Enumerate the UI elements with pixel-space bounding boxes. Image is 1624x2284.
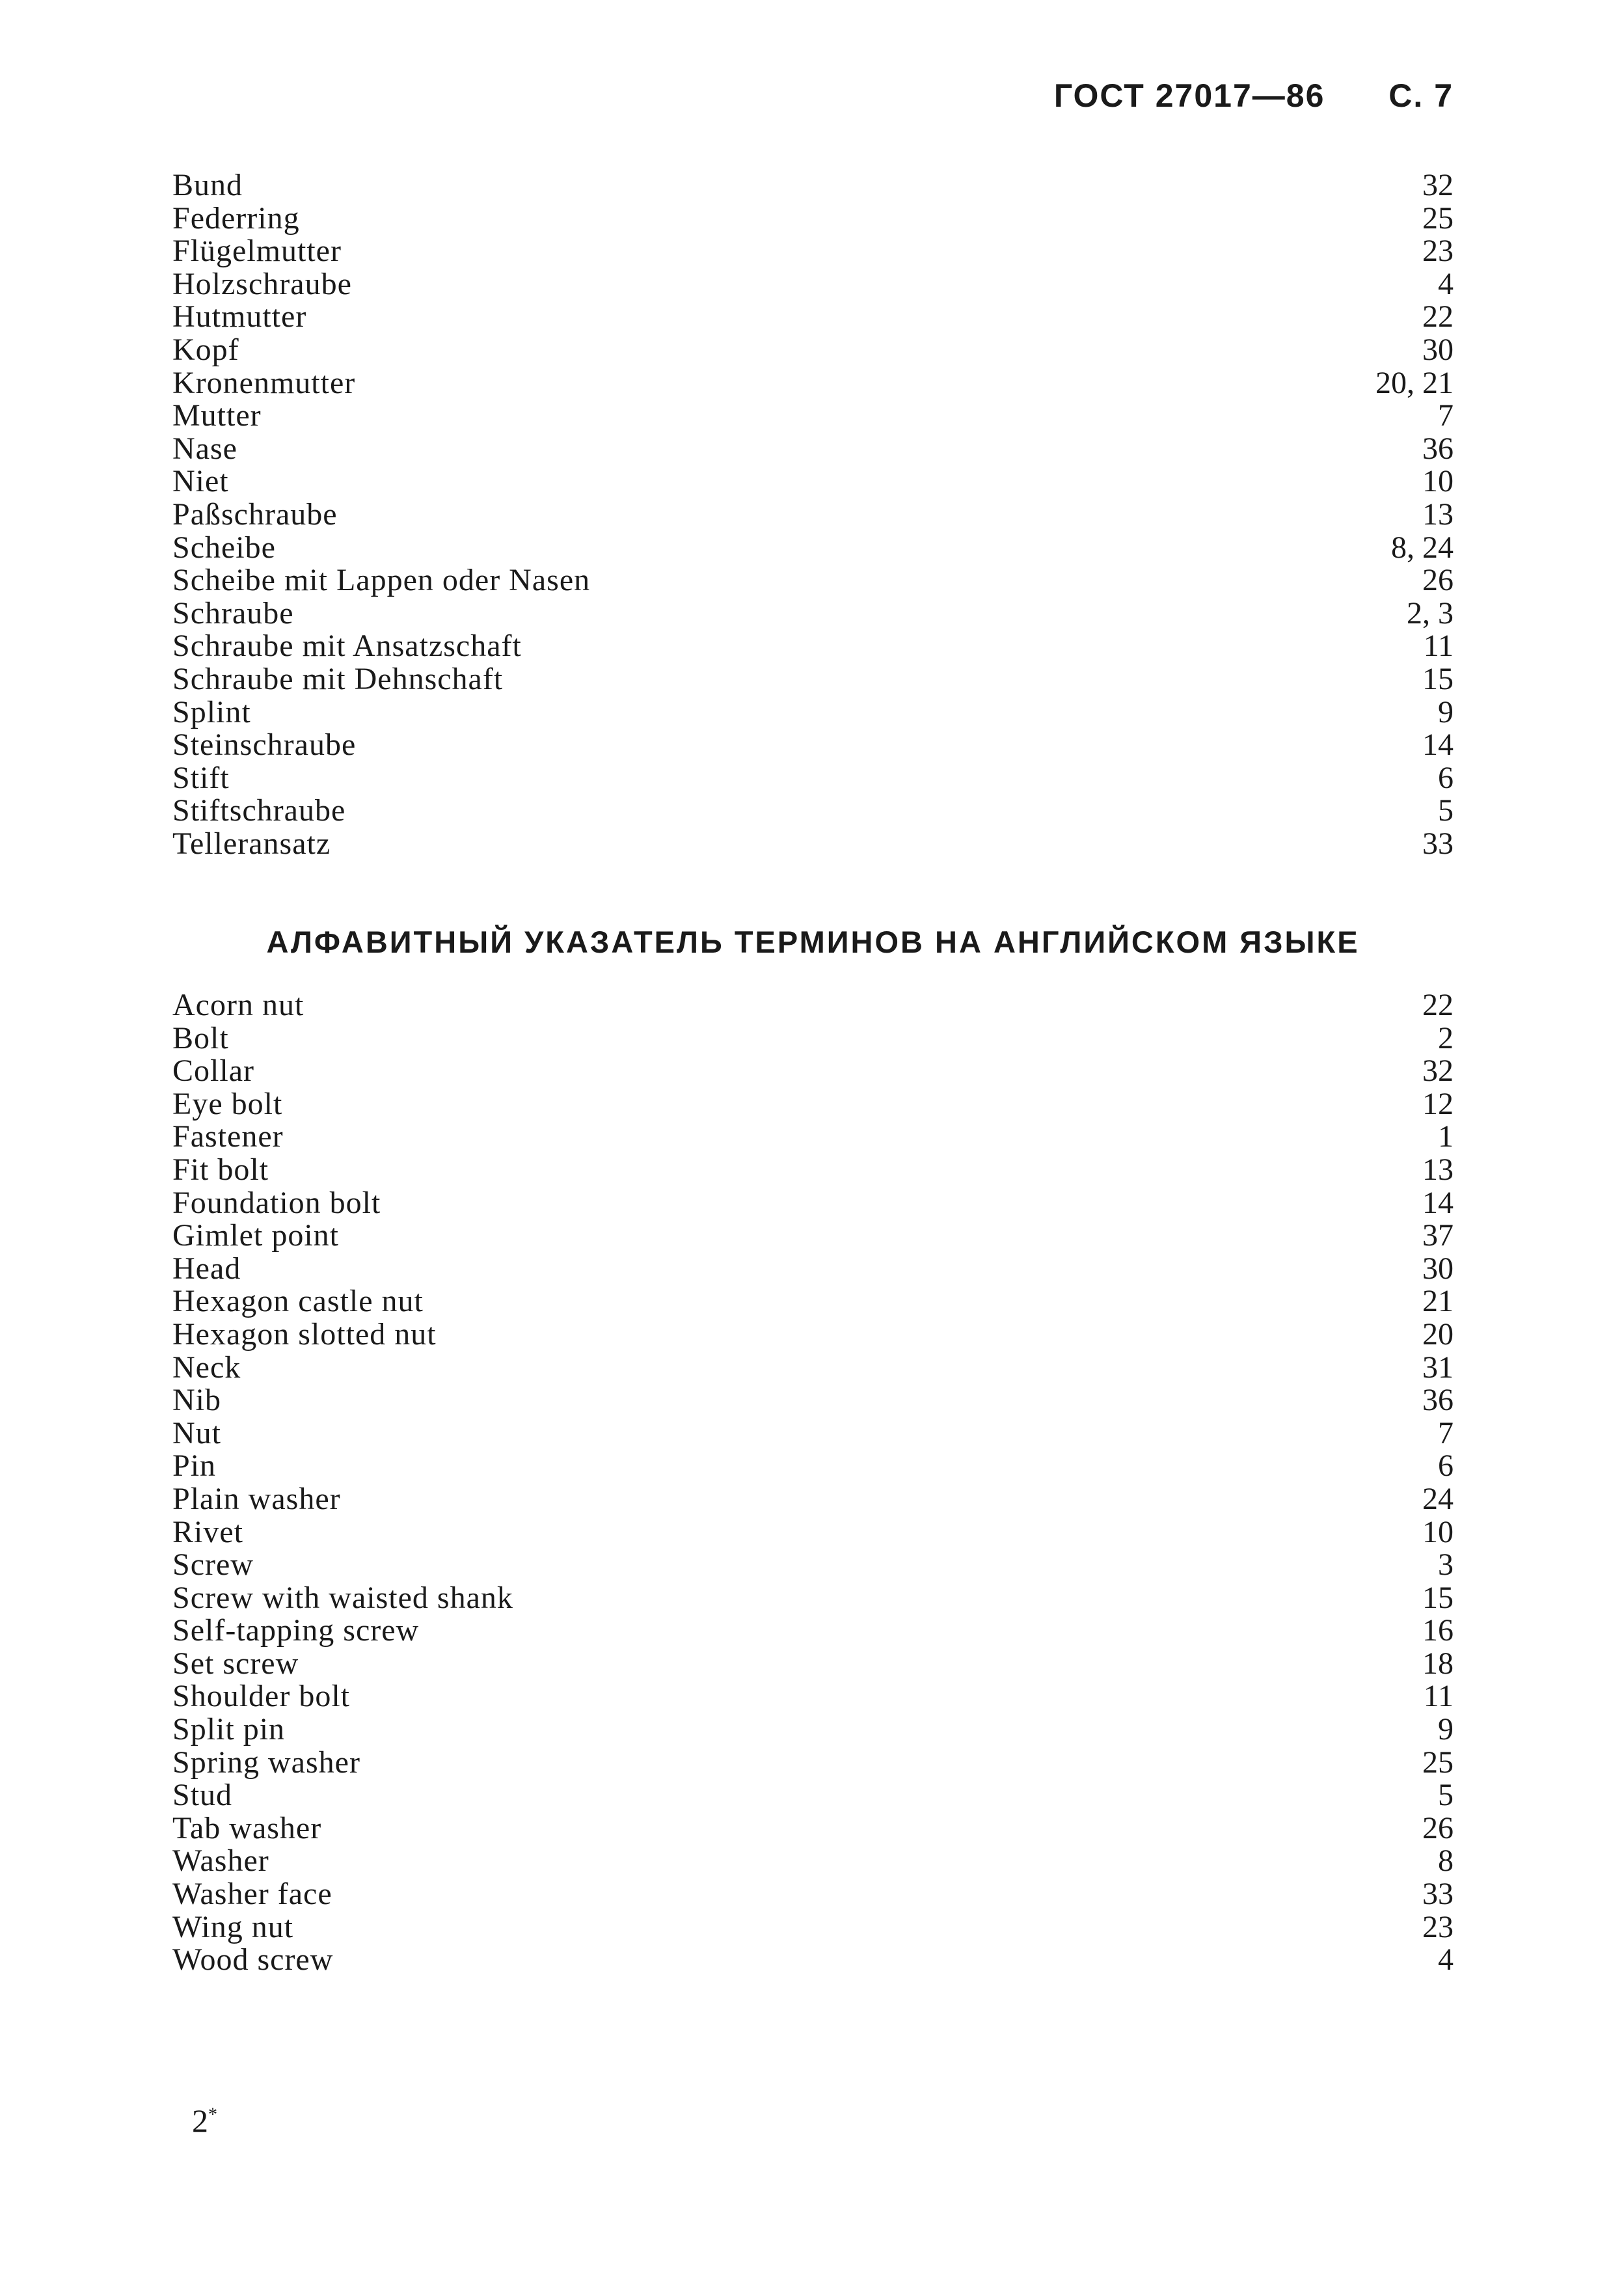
index-term: Split pin [172,1712,286,1747]
index-reference-number: 25 [1422,200,1454,236]
index-term: Niet [172,464,229,499]
index-entry [172,1582,1454,1615]
index-reference-number: 32 [1422,1054,1454,1089]
index-entry [172,235,1454,268]
page-folio [192,2102,217,2140]
index-entry [172,1713,1454,1747]
index-entry [172,1318,1454,1352]
index-reference-number: 22 [1422,988,1454,1022]
index-reference-number: 30 [1422,1251,1454,1286]
index-reference-number: 6 [1438,1448,1454,1484]
index-reference-number: 2, 3 [1407,595,1454,631]
index-entry [172,1352,1454,1385]
index-reference-number: 7 [1438,398,1454,433]
index-term: Tab washer [172,1810,322,1845]
index-entry [172,1219,1454,1253]
index-entry [172,1747,1454,1780]
index-term: Fit bolt [172,1152,269,1187]
index-term: Collar [172,1054,254,1089]
index-term: Hexagon slotted nut [172,1316,437,1352]
index-entry [172,1680,1454,1713]
index-reference-number: 16 [1422,1613,1454,1648]
index-entry [172,1088,1454,1121]
index-term: Set screw [172,1646,299,1681]
index-entry [172,1845,1454,1878]
index-reference-number: 10 [1422,1514,1454,1549]
index-entry [172,1253,1454,1286]
index-entry [172,1944,1454,1977]
index-entry [172,400,1454,433]
index-reference-number: 13 [1422,1152,1454,1187]
index-reference-number: 9 [1438,694,1454,729]
index-entry [172,1121,1454,1154]
index-term: Washer face [172,1877,332,1912]
index-reference-number: 6 [1438,760,1454,795]
index-reference-number: 22 [1422,299,1454,334]
index-entry [172,1450,1454,1483]
index-entry [172,301,1454,334]
index-term: Steinschraube [172,727,357,763]
index-term: Holzschraube [172,266,352,301]
index-term: Kopf [172,332,239,367]
index-term: Hexagon castle nut [172,1284,424,1319]
english-index-heading: АЛФАВИТНЫЙ УКАЗАТЕЛЬ ТЕРМИНОВ НА АНГЛИЙСКОМ ЯЗЫКЕ [266,925,1360,959]
index-entry [172,1022,1454,1055]
index-term: Scheibe [172,530,276,565]
index-term: Shoulder bolt [172,1679,350,1714]
index-term: Neck [172,1350,241,1385]
index-reference-number: 13 [1422,496,1454,532]
index-entry [172,663,1454,696]
index-term: Spring washer [172,1745,360,1780]
index-entry [172,564,1454,597]
index-term: Bolt [172,1020,229,1055]
index-reference-number: 8, 24 [1391,530,1454,565]
index-entry [172,169,1454,202]
index-term: Head [172,1251,241,1286]
index-term: Foundation bolt [172,1185,381,1220]
index-term: Rivet [172,1514,243,1549]
index-reference-number: 23 [1422,1909,1454,1944]
index-entry [172,433,1454,466]
index-reference-number: 21 [1422,1284,1454,1319]
index-term: Eye bolt [172,1086,283,1121]
index-entry [172,1187,1454,1220]
index-entry [172,1483,1454,1516]
index-entry [172,1285,1454,1318]
index-term: Schraube [172,595,294,631]
index-entry [172,729,1454,762]
index-reference-number: 23 [1422,234,1454,269]
index-term: Bund [172,168,243,202]
folio-mark: * [208,2104,217,2125]
index-term: Nut [172,1415,221,1450]
index-entry [172,1911,1454,1944]
page-number: С. 7 [1388,77,1454,114]
index-entry [172,202,1454,236]
index-reference-number: 20 [1422,1316,1454,1352]
index-reference-number: 31 [1422,1350,1454,1385]
index-reference-number: 7 [1438,1415,1454,1450]
index-reference-number: 4 [1438,266,1454,301]
index-entry [172,1779,1454,1812]
index-term: Schraube mit Ansatzschaft [172,629,522,664]
index-entry [172,1549,1454,1582]
index-term: Scheibe mit Lappen oder Nasen [172,563,591,598]
index-reference-number: 15 [1422,661,1454,696]
index-term: Wing nut [172,1909,294,1944]
index-reference-number: 18 [1422,1646,1454,1681]
index-term: Screw with waisted shank [172,1580,513,1615]
index-term: Stud [172,1778,233,1813]
index-term: Gimlet point [172,1218,339,1253]
index-reference-number: 5 [1438,1778,1454,1813]
index-term: Nib [172,1383,221,1418]
index-term: Kronenmutter [172,365,356,400]
index-entry [172,1648,1454,1681]
index-reference-number: 20, 21 [1375,365,1454,400]
index-term: Plain washer [172,1481,341,1516]
index-reference-number: 33 [1422,1877,1454,1912]
index-entry [172,1154,1454,1187]
index-entry [172,334,1454,367]
german-term-index [172,169,1454,860]
index-entry [172,1516,1454,1549]
index-reference-number: 8 [1438,1843,1454,1879]
index-reference-number: 36 [1422,431,1454,466]
index-reference-number: 26 [1422,563,1454,598]
index-entry [172,989,1454,1022]
index-term: Telleransatz [172,826,331,861]
index-entry [172,268,1454,301]
index-reference-number: 5 [1438,793,1454,828]
index-reference-number: 4 [1438,1942,1454,1978]
page-header [1054,77,1454,115]
index-term: Nase [172,431,237,466]
index-term: Fastener [172,1119,284,1154]
index-entry [172,367,1454,400]
index-reference-number: 11 [1423,629,1454,664]
index-reference-number: 26 [1422,1810,1454,1845]
index-term: Screw [172,1547,254,1583]
index-reference-number: 15 [1422,1580,1454,1615]
english-term-index [172,989,1454,1977]
index-term: Self-tapping screw [172,1613,420,1648]
index-term: Splint [172,694,251,729]
index-reference-number: 33 [1422,826,1454,861]
index-term: Mutter [172,398,262,433]
index-entry [172,696,1454,729]
index-term: Stiftschraube [172,793,346,828]
index-entry [172,1055,1454,1088]
index-reference-number: 10 [1422,464,1454,499]
index-entry [172,1417,1454,1450]
index-reference-number: 30 [1422,332,1454,367]
index-entry [172,630,1454,663]
index-reference-number: 32 [1422,168,1454,202]
index-entry [172,465,1454,498]
index-term: Washer [172,1843,269,1879]
index-entry [172,1384,1454,1417]
index-reference-number: 1 [1438,1119,1454,1154]
index-reference-number: 12 [1422,1086,1454,1121]
index-entry [172,795,1454,828]
index-reference-number: 24 [1422,1481,1454,1516]
index-entry [172,1614,1454,1648]
index-reference-number: 36 [1422,1383,1454,1418]
index-term: Wood screw [172,1942,334,1978]
index-entry [172,498,1454,532]
index-term: Stift [172,760,230,795]
index-term: Paßschraube [172,496,338,532]
index-reference-number: 37 [1422,1218,1454,1253]
index-term: Flügelmutter [172,234,342,269]
index-term: Hutmutter [172,299,307,334]
index-term: Acorn nut [172,988,304,1022]
index-reference-number: 3 [1438,1547,1454,1583]
index-entry [172,828,1454,861]
index-reference-number: 11 [1423,1679,1454,1714]
index-reference-number: 9 [1438,1712,1454,1747]
index-term: Federring [172,200,300,236]
index-entry [172,762,1454,795]
index-reference-number: 2 [1438,1020,1454,1055]
index-entry [172,1812,1454,1845]
folio-number: 2 [192,2102,208,2139]
standard-number: ГОСТ 27017—86 [1053,77,1325,114]
index-term: Schraube mit Dehnschaft [172,661,504,696]
index-reference-number: 14 [1422,1185,1454,1220]
index-entry [172,1878,1454,1911]
index-reference-number: 14 [1422,727,1454,763]
index-entry [172,532,1454,565]
index-entry [172,597,1454,631]
index-reference-number: 25 [1422,1745,1454,1780]
index-term: Pin [172,1448,217,1484]
